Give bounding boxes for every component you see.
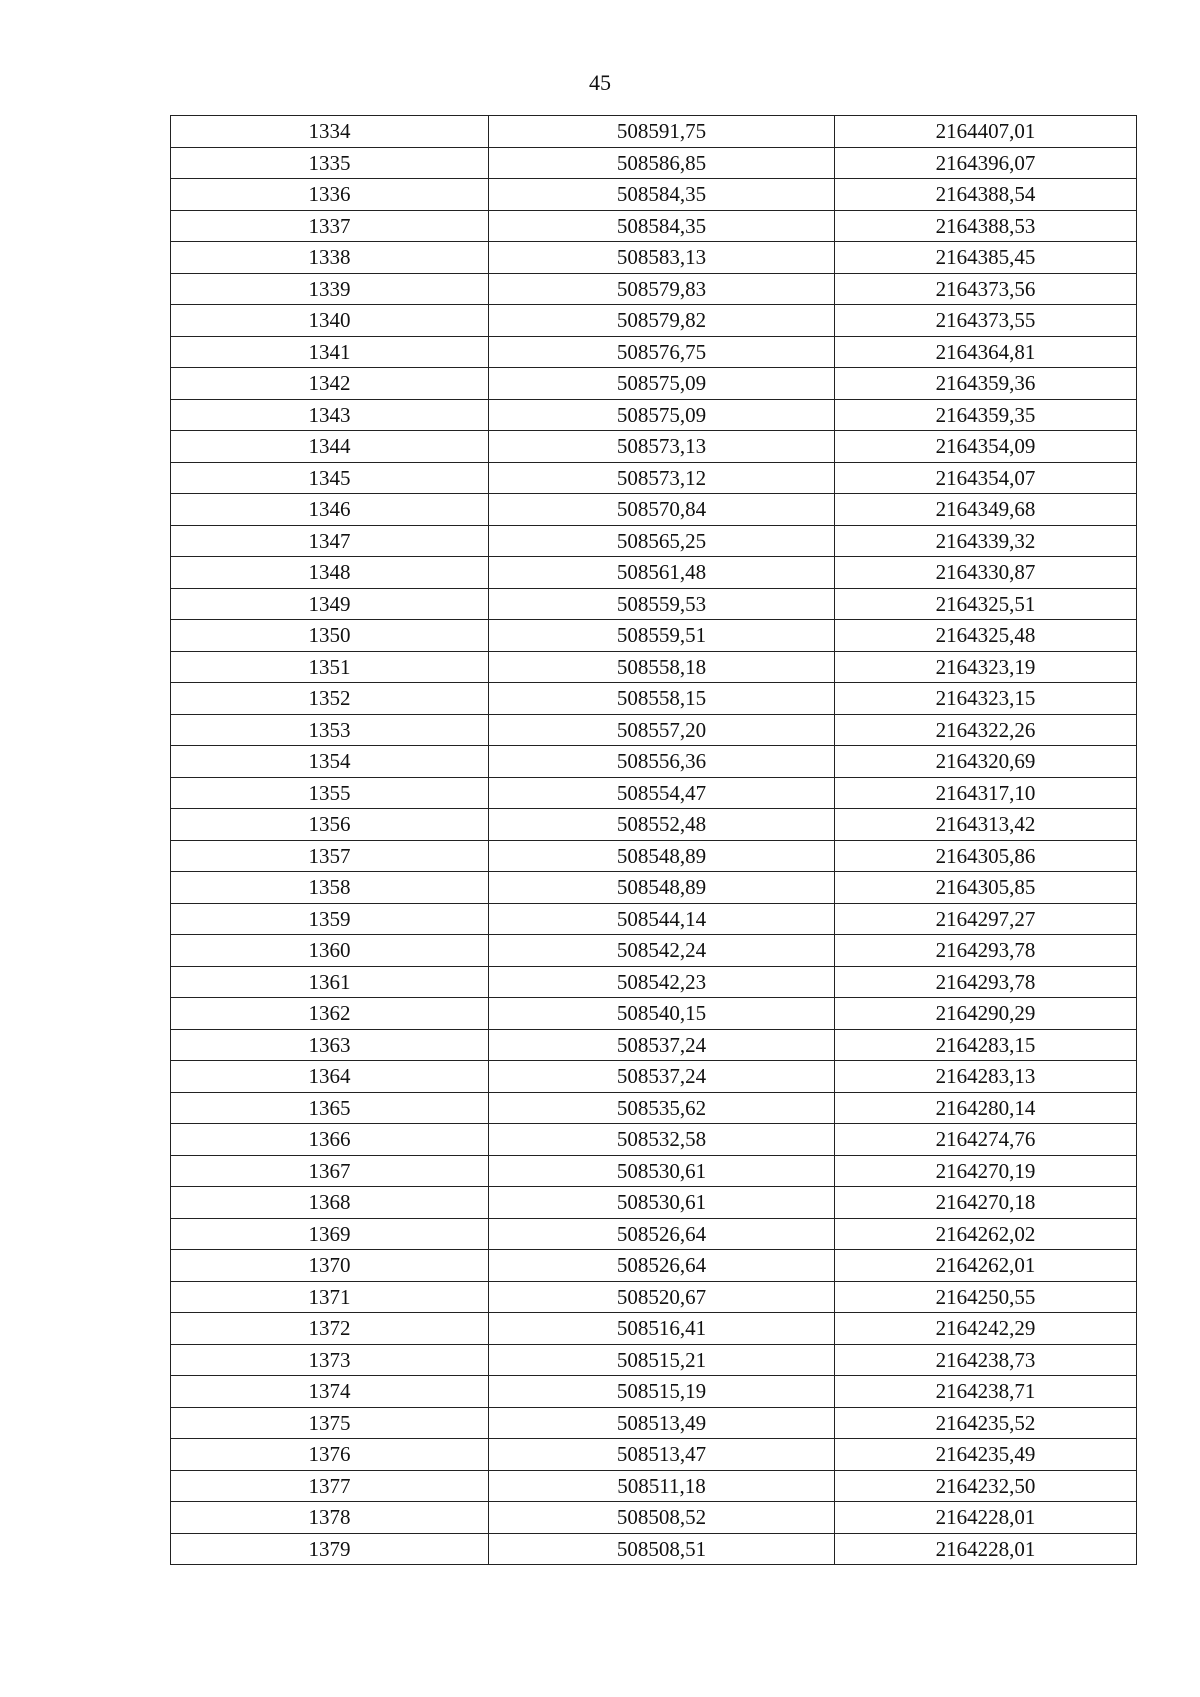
table-row (171, 1376, 1137, 1408)
x-coordinate-cell: 508537,24 (489, 1061, 835, 1093)
x-coordinate-cell: 508526,64 (489, 1250, 835, 1282)
point-number-cell: 1362 (171, 998, 489, 1030)
table-row (171, 840, 1137, 872)
y-coordinate-cell: 2164323,15 (835, 683, 1137, 715)
point-number-cell: 1339 (171, 273, 489, 305)
table-row (171, 242, 1137, 274)
point-number-cell: 1352 (171, 683, 489, 715)
table-row (171, 525, 1137, 557)
point-number-cell: 1348 (171, 557, 489, 589)
point-number-cell: 1334 (171, 116, 489, 148)
table-row (171, 179, 1137, 211)
table-row (171, 998, 1137, 1030)
point-number-cell: 1340 (171, 305, 489, 337)
table-row (171, 1533, 1137, 1565)
x-coordinate-cell: 508554,47 (489, 777, 835, 809)
table-row (171, 1061, 1137, 1093)
y-coordinate-cell: 2164323,19 (835, 651, 1137, 683)
point-number-cell: 1363 (171, 1029, 489, 1061)
y-coordinate-cell: 2164293,78 (835, 935, 1137, 967)
y-coordinate-cell: 2164325,48 (835, 620, 1137, 652)
table-row (171, 399, 1137, 431)
x-coordinate-cell: 508516,41 (489, 1313, 835, 1345)
table-row (171, 872, 1137, 904)
y-coordinate-cell: 2164373,55 (835, 305, 1137, 337)
point-number-cell: 1370 (171, 1250, 489, 1282)
table-row (171, 368, 1137, 400)
y-coordinate-cell: 2164359,35 (835, 399, 1137, 431)
table-row (171, 1218, 1137, 1250)
x-coordinate-cell: 508584,35 (489, 179, 835, 211)
table-row (171, 1470, 1137, 1502)
x-coordinate-cell: 508526,64 (489, 1218, 835, 1250)
y-coordinate-cell: 2164290,29 (835, 998, 1137, 1030)
table-row (171, 714, 1137, 746)
y-coordinate-cell: 2164320,69 (835, 746, 1137, 778)
y-coordinate-cell: 2164274,76 (835, 1124, 1137, 1156)
table-row (171, 1313, 1137, 1345)
point-number-cell: 1360 (171, 935, 489, 967)
point-number-cell: 1353 (171, 714, 489, 746)
table-row (171, 431, 1137, 463)
x-coordinate-cell: 508520,67 (489, 1281, 835, 1313)
x-coordinate-cell: 508540,15 (489, 998, 835, 1030)
y-coordinate-cell: 2164270,19 (835, 1155, 1137, 1187)
y-coordinate-cell: 2164388,53 (835, 210, 1137, 242)
point-number-cell: 1358 (171, 872, 489, 904)
table-row (171, 557, 1137, 589)
table-row (171, 1187, 1137, 1219)
table-row (171, 777, 1137, 809)
x-coordinate-cell: 508570,84 (489, 494, 835, 526)
y-coordinate-cell: 2164238,71 (835, 1376, 1137, 1408)
x-coordinate-cell: 508583,13 (489, 242, 835, 274)
point-number-cell: 1375 (171, 1407, 489, 1439)
x-coordinate-cell: 508565,25 (489, 525, 835, 557)
y-coordinate-cell: 2164235,49 (835, 1439, 1137, 1471)
point-number-cell: 1336 (171, 179, 489, 211)
point-number-cell: 1376 (171, 1439, 489, 1471)
point-number-cell: 1365 (171, 1092, 489, 1124)
x-coordinate-cell: 508542,23 (489, 966, 835, 998)
y-coordinate-cell: 2164305,86 (835, 840, 1137, 872)
y-coordinate-cell: 2164373,56 (835, 273, 1137, 305)
x-coordinate-cell: 508513,49 (489, 1407, 835, 1439)
table-row (171, 1407, 1137, 1439)
x-coordinate-cell: 508579,82 (489, 305, 835, 337)
table-row (171, 903, 1137, 935)
x-coordinate-cell: 508561,48 (489, 557, 835, 589)
coordinates-table-body (171, 116, 1137, 1565)
y-coordinate-cell: 2164305,85 (835, 872, 1137, 904)
y-coordinate-cell: 2164317,10 (835, 777, 1137, 809)
point-number-cell: 1347 (171, 525, 489, 557)
x-coordinate-cell: 508513,47 (489, 1439, 835, 1471)
table-row (171, 273, 1137, 305)
x-coordinate-cell: 508573,12 (489, 462, 835, 494)
point-number-cell: 1335 (171, 147, 489, 179)
table-row (171, 1502, 1137, 1534)
point-number-cell: 1351 (171, 651, 489, 683)
point-number-cell: 1378 (171, 1502, 489, 1534)
table-row (171, 935, 1137, 967)
y-coordinate-cell: 2164385,45 (835, 242, 1137, 274)
point-number-cell: 1372 (171, 1313, 489, 1345)
table-row (171, 1439, 1137, 1471)
table-row (171, 966, 1137, 998)
table-row (171, 336, 1137, 368)
y-coordinate-cell: 2164359,36 (835, 368, 1137, 400)
x-coordinate-cell: 508515,19 (489, 1376, 835, 1408)
x-coordinate-cell: 508537,24 (489, 1029, 835, 1061)
point-number-cell: 1346 (171, 494, 489, 526)
table-row (171, 1155, 1137, 1187)
x-coordinate-cell: 508544,14 (489, 903, 835, 935)
point-number-cell: 1356 (171, 809, 489, 841)
x-coordinate-cell: 508579,83 (489, 273, 835, 305)
x-coordinate-cell: 508532,58 (489, 1124, 835, 1156)
table-row (171, 1250, 1137, 1282)
x-coordinate-cell: 508559,51 (489, 620, 835, 652)
x-coordinate-cell: 508508,52 (489, 1502, 835, 1534)
table-row (171, 1281, 1137, 1313)
x-coordinate-cell: 508559,53 (489, 588, 835, 620)
page-number: 45 (589, 70, 611, 95)
point-number-cell: 1364 (171, 1061, 489, 1093)
x-coordinate-cell: 508535,62 (489, 1092, 835, 1124)
point-number-cell: 1361 (171, 966, 489, 998)
table-row (171, 1092, 1137, 1124)
point-number-cell: 1371 (171, 1281, 489, 1313)
point-number-cell: 1343 (171, 399, 489, 431)
x-coordinate-cell: 508511,18 (489, 1470, 835, 1502)
x-coordinate-cell: 508530,61 (489, 1155, 835, 1187)
table-row (171, 116, 1137, 148)
point-number-cell: 1373 (171, 1344, 489, 1376)
x-coordinate-cell: 508558,15 (489, 683, 835, 715)
y-coordinate-cell: 2164283,15 (835, 1029, 1137, 1061)
x-coordinate-cell: 508515,21 (489, 1344, 835, 1376)
y-coordinate-cell: 2164322,26 (835, 714, 1137, 746)
point-number-cell: 1350 (171, 620, 489, 652)
x-coordinate-cell: 508584,35 (489, 210, 835, 242)
y-coordinate-cell: 2164262,01 (835, 1250, 1137, 1282)
table-row (171, 147, 1137, 179)
y-coordinate-cell: 2164396,07 (835, 147, 1137, 179)
point-number-cell: 1337 (171, 210, 489, 242)
table-row (171, 588, 1137, 620)
table-row (171, 620, 1137, 652)
y-coordinate-cell: 2164262,02 (835, 1218, 1137, 1250)
point-number-cell: 1368 (171, 1187, 489, 1219)
point-number-cell: 1345 (171, 462, 489, 494)
table-row (171, 462, 1137, 494)
x-coordinate-cell: 508548,89 (489, 872, 835, 904)
table-row (171, 651, 1137, 683)
y-coordinate-cell: 2164349,68 (835, 494, 1137, 526)
y-coordinate-cell: 2164354,07 (835, 462, 1137, 494)
x-coordinate-cell: 508542,24 (489, 935, 835, 967)
point-number-cell: 1357 (171, 840, 489, 872)
point-number-cell: 1338 (171, 242, 489, 274)
table-row (171, 1344, 1137, 1376)
y-coordinate-cell: 2164313,42 (835, 809, 1137, 841)
point-number-cell: 1377 (171, 1470, 489, 1502)
point-number-cell: 1366 (171, 1124, 489, 1156)
x-coordinate-cell: 508591,75 (489, 116, 835, 148)
y-coordinate-cell: 2164238,73 (835, 1344, 1137, 1376)
point-number-cell: 1349 (171, 588, 489, 620)
table-row (171, 1124, 1137, 1156)
point-number-cell: 1374 (171, 1376, 489, 1408)
y-coordinate-cell: 2164228,01 (835, 1502, 1137, 1534)
point-number-cell: 1341 (171, 336, 489, 368)
point-number-cell: 1344 (171, 431, 489, 463)
table-row (171, 1029, 1137, 1061)
point-number-cell: 1367 (171, 1155, 489, 1187)
x-coordinate-cell: 508575,09 (489, 368, 835, 400)
table-row (171, 305, 1137, 337)
y-coordinate-cell: 2164339,32 (835, 525, 1137, 557)
x-coordinate-cell: 508530,61 (489, 1187, 835, 1219)
point-number-cell: 1342 (171, 368, 489, 400)
point-number-cell: 1355 (171, 777, 489, 809)
x-coordinate-cell: 508573,13 (489, 431, 835, 463)
y-coordinate-cell: 2164280,14 (835, 1092, 1137, 1124)
y-coordinate-cell: 2164250,55 (835, 1281, 1137, 1313)
x-coordinate-cell: 508558,18 (489, 651, 835, 683)
x-coordinate-cell: 508576,75 (489, 336, 835, 368)
point-number-cell: 1354 (171, 746, 489, 778)
y-coordinate-cell: 2164388,54 (835, 179, 1137, 211)
y-coordinate-cell: 2164325,51 (835, 588, 1137, 620)
y-coordinate-cell: 2164232,50 (835, 1470, 1137, 1502)
x-coordinate-cell: 508552,48 (489, 809, 835, 841)
y-coordinate-cell: 2164297,27 (835, 903, 1137, 935)
table-row (171, 210, 1137, 242)
y-coordinate-cell: 2164354,09 (835, 431, 1137, 463)
y-coordinate-cell: 2164270,18 (835, 1187, 1137, 1219)
point-number-cell: 1369 (171, 1218, 489, 1250)
table-row (171, 683, 1137, 715)
y-coordinate-cell: 2164407,01 (835, 116, 1137, 148)
table-row (171, 809, 1137, 841)
y-coordinate-cell: 2164330,87 (835, 557, 1137, 589)
x-coordinate-cell: 508508,51 (489, 1533, 835, 1565)
x-coordinate-cell: 508556,36 (489, 746, 835, 778)
point-number-cell: 1359 (171, 903, 489, 935)
point-number-cell: 1379 (171, 1533, 489, 1565)
x-coordinate-cell: 508575,09 (489, 399, 835, 431)
x-coordinate-cell: 508586,85 (489, 147, 835, 179)
y-coordinate-cell: 2164364,81 (835, 336, 1137, 368)
y-coordinate-cell: 2164235,52 (835, 1407, 1137, 1439)
y-coordinate-cell: 2164242,29 (835, 1313, 1137, 1345)
y-coordinate-cell: 2164293,78 (835, 966, 1137, 998)
y-coordinate-cell: 2164283,13 (835, 1061, 1137, 1093)
y-coordinate-cell: 2164228,01 (835, 1533, 1137, 1565)
x-coordinate-cell: 508557,20 (489, 714, 835, 746)
coordinates-table (170, 115, 1137, 1565)
table-row (171, 746, 1137, 778)
table-row (171, 494, 1137, 526)
x-coordinate-cell: 508548,89 (489, 840, 835, 872)
